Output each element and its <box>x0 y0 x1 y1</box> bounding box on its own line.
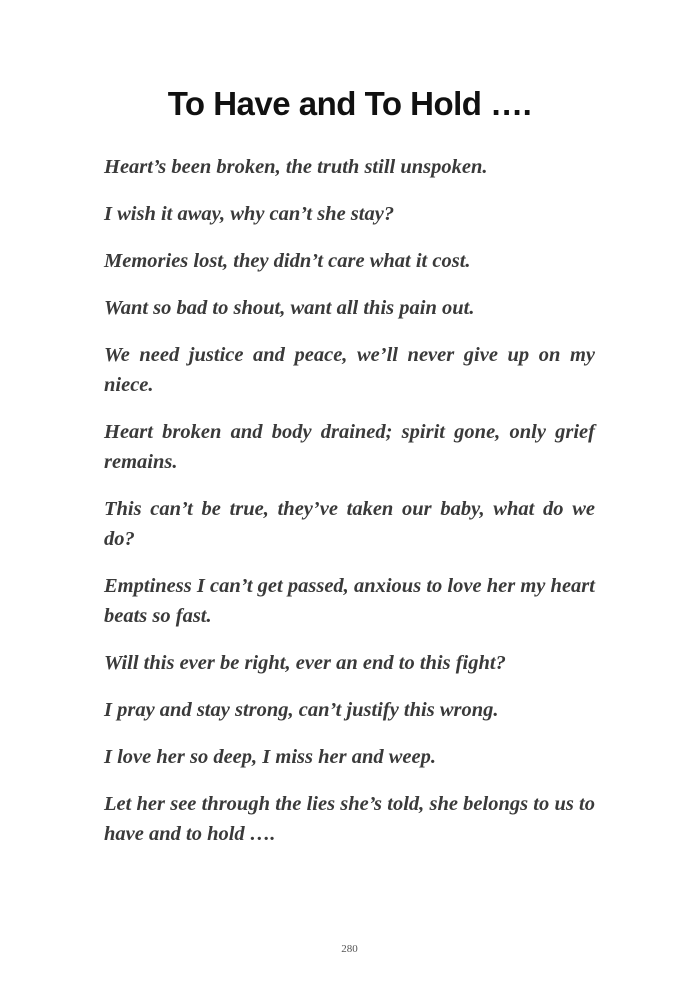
poem-line: Memories lost, they didn’t care what it cost. <box>104 250 471 272</box>
poem-line: Heart broken and body drained; spirit gone, only grief remains. <box>104 421 595 473</box>
page-title: To Have and To Hold …. <box>167 85 532 122</box>
poem-line: We need justice and peace, we’ll never give up on my niece. <box>104 344 595 396</box>
poem-line: I pray and stay strong, can’t justify this wrong. <box>104 699 499 721</box>
poem-line: Want so bad to shout, want all this pain out. <box>104 297 475 319</box>
poem-line: I love her so deep, I miss her and weep. <box>104 746 436 768</box>
page-number: 280 <box>341 943 358 955</box>
poem-line: This can’t be true, they’ve taken our baby, what do we do? <box>104 498 595 550</box>
poem-line: Emptiness I can’t get passed, anxious to love her my heart beats so fast. <box>104 575 595 627</box>
poem-line: Let her see through the lies she’s told, she belongs to us to have and to hold …. <box>104 793 595 845</box>
poem-line: I wish it away, why can’t she stay? <box>104 203 395 225</box>
poem-body <box>104 152 595 866</box>
poem-line: Heart’s been broken, the truth still unspoken. <box>104 156 488 178</box>
poem-line: Will this ever be right, ever an end to this fight? <box>104 652 506 674</box>
